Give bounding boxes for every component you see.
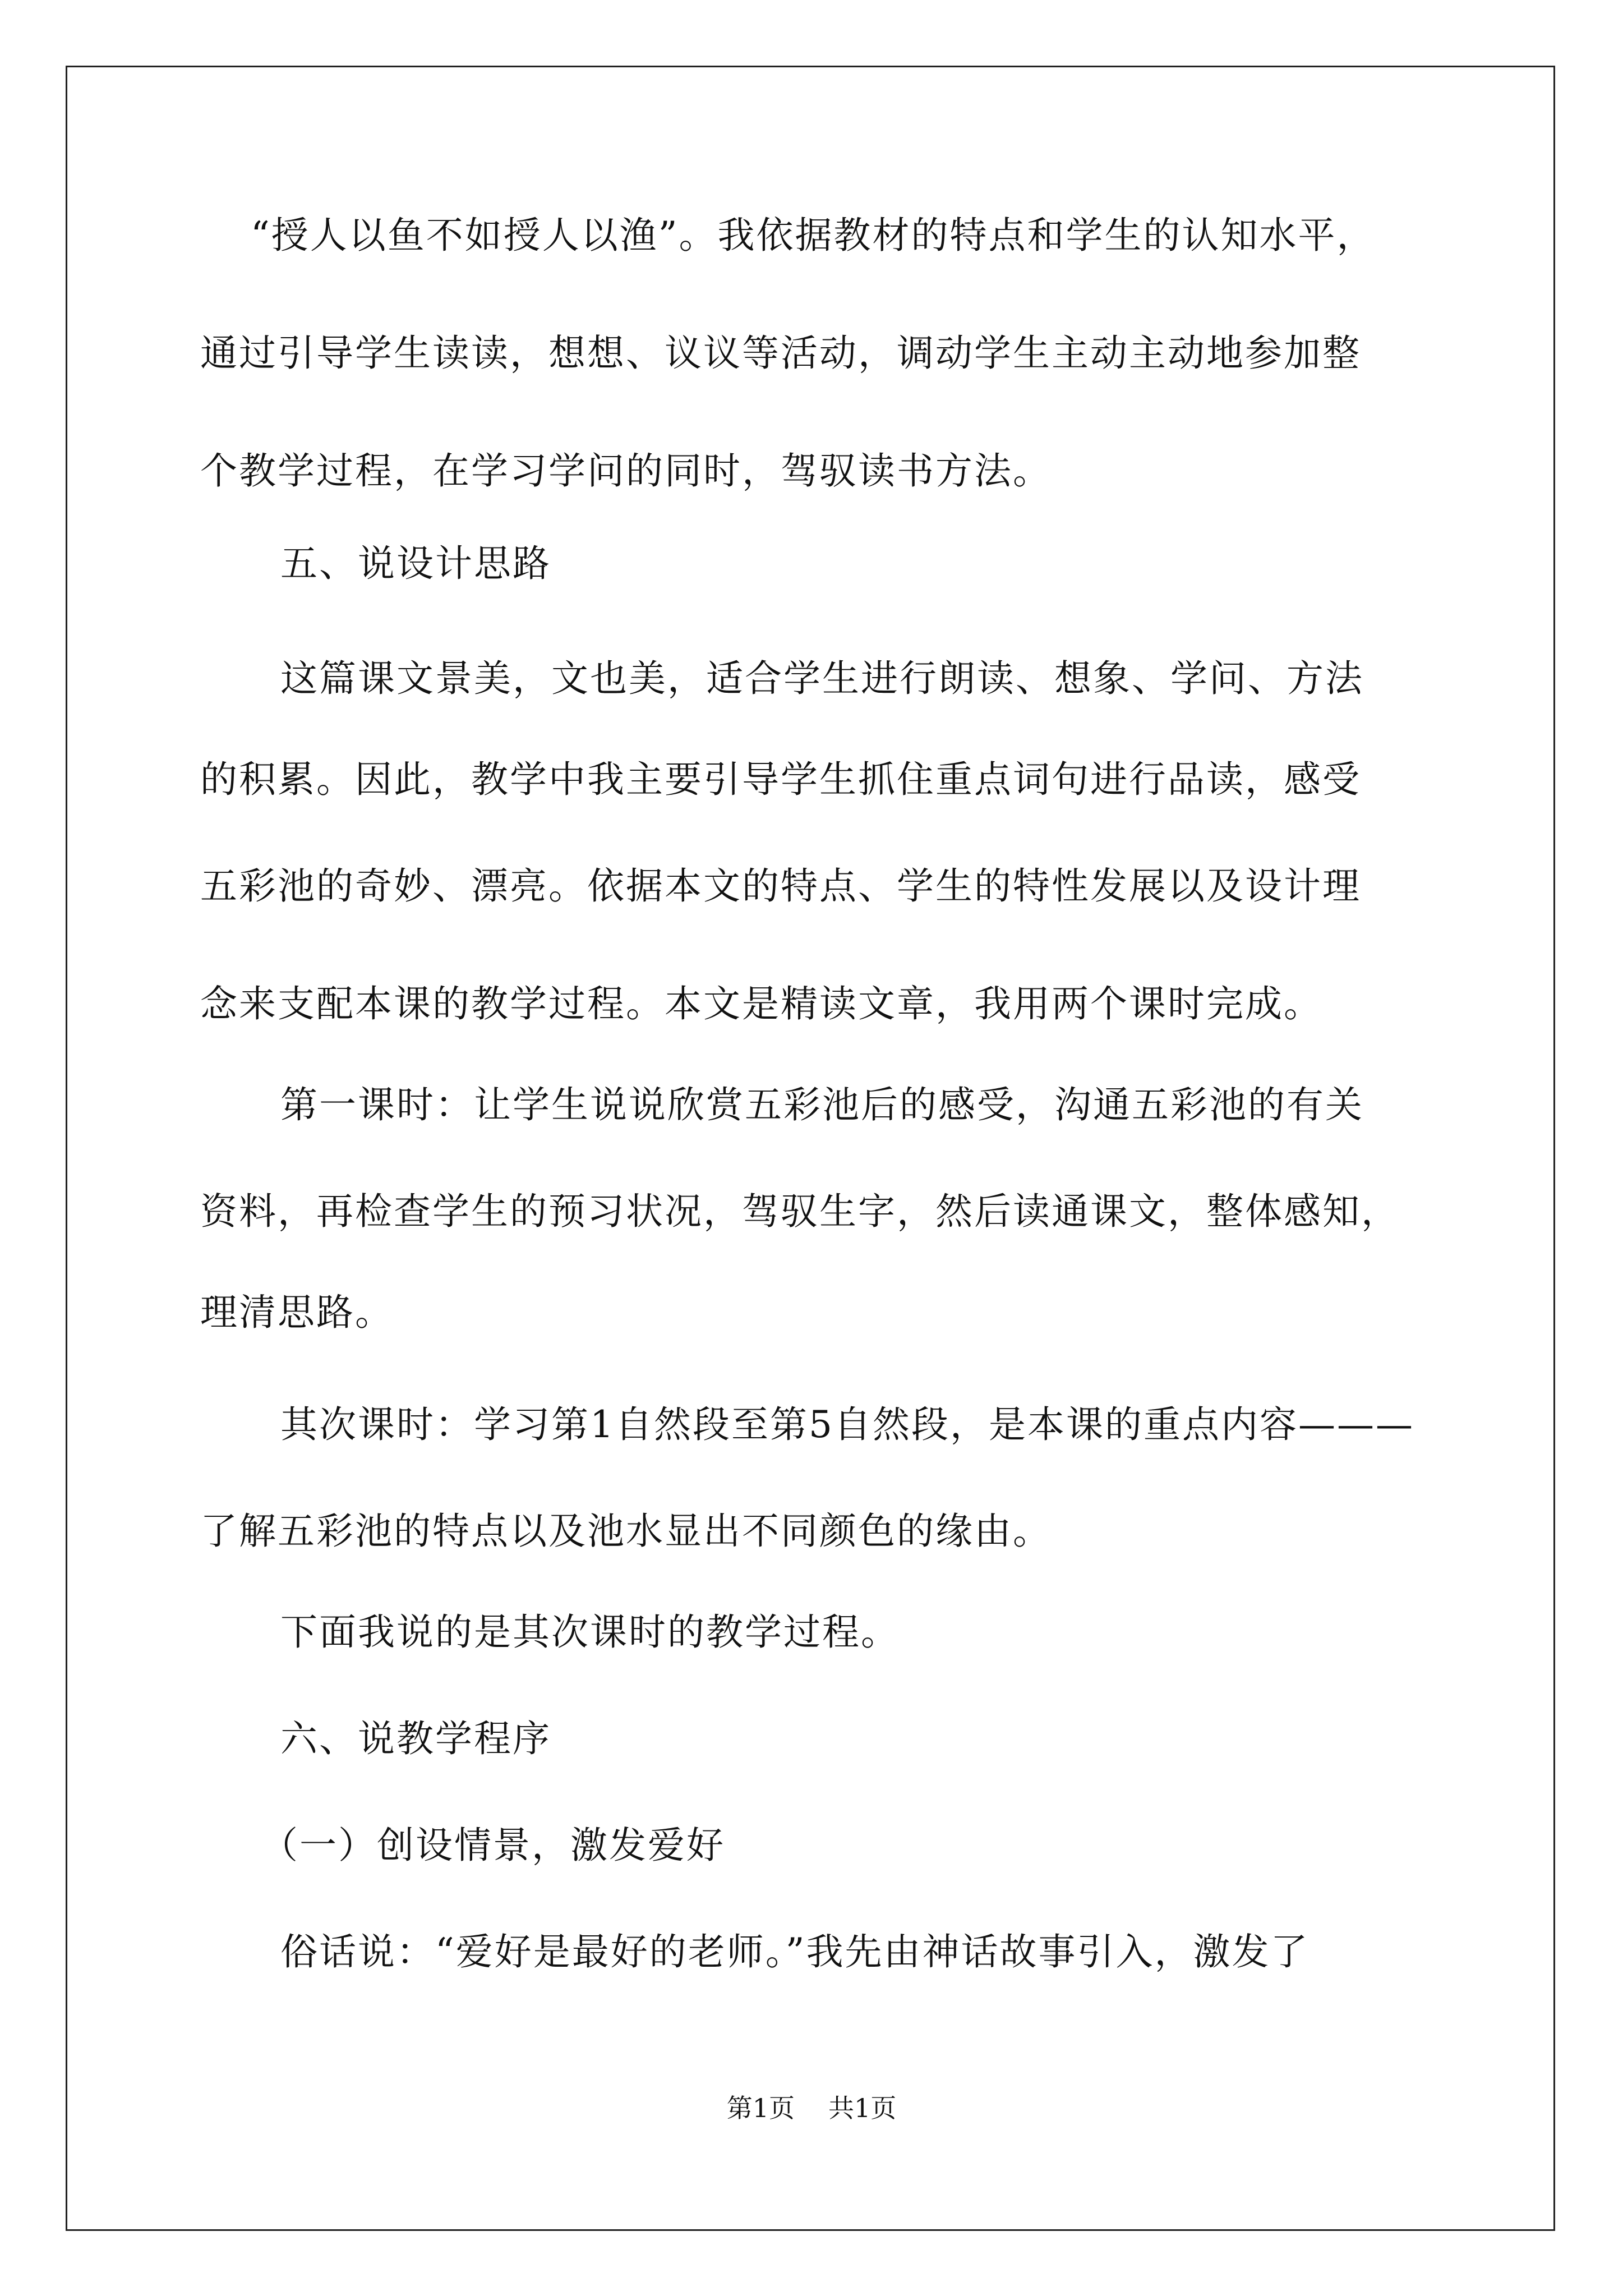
- section-heading-5: 五、说设计思路: [280, 542, 551, 585]
- page-number-current: 第1页: [726, 2093, 795, 2123]
- text-line-1: “授人以鱼不如授人以渔”。我依据教材的特点和学生的认知水平，: [251, 214, 1376, 257]
- page-number-total: 共1页: [828, 2093, 897, 2123]
- text-line-3: 个教学过程，在学习学问的同时，驾驭读书方法。: [200, 449, 1052, 493]
- text-line-2: 通过引导学生读读，想想、议议等活动，调动学生主动主动地参加整: [200, 332, 1361, 375]
- text-line-14: 下面我说的是其次课时的教学过程。: [280, 1611, 900, 1654]
- subsection-heading-1: （一）创设情景，激发爱好: [261, 1824, 725, 1867]
- text-line-10: 资料，再检查学生的预习状况，驾驭生字，然后读通课文，整体感知，: [200, 1190, 1400, 1233]
- section-heading-6: 六、说教学程序: [280, 1717, 551, 1760]
- text-line-7: 五彩池的奇妙、漂亮。依据本文的特点、学生的特性发展以及设计理: [200, 864, 1361, 908]
- text-line-9: 第一课时：让学生说说欣赏五彩池后的感受，沟通五彩池的有关: [280, 1083, 1364, 1126]
- text-line-13: 了解五彩池的特点以及池水显出不同颜色的缘由。: [200, 1510, 1052, 1553]
- page-footer: [0, 2091, 1623, 2125]
- text-line-11: 理清思路。: [200, 1291, 394, 1334]
- text-line-17: 俗话说：“爱好是最好的老师。”我先由神话故事引入，激发了: [280, 1930, 1310, 1973]
- text-line-5: 这篇课文景美，文也美，适合学生进行朗读、想象、学问、方法: [280, 657, 1364, 700]
- text-line-6: 的积累。因此，教学中我主要引导学生抓住重点词句进行品读，感受: [200, 758, 1361, 801]
- page-border: [66, 66, 1555, 2231]
- text-line-12: 其次课时：学习第1自然段至第5自然段，是本课的重点内容———: [280, 1403, 1414, 1446]
- text-line-8: 念来支配本课的教学过程。本文是精读文章，我用两个课时完成。: [200, 982, 1322, 1025]
